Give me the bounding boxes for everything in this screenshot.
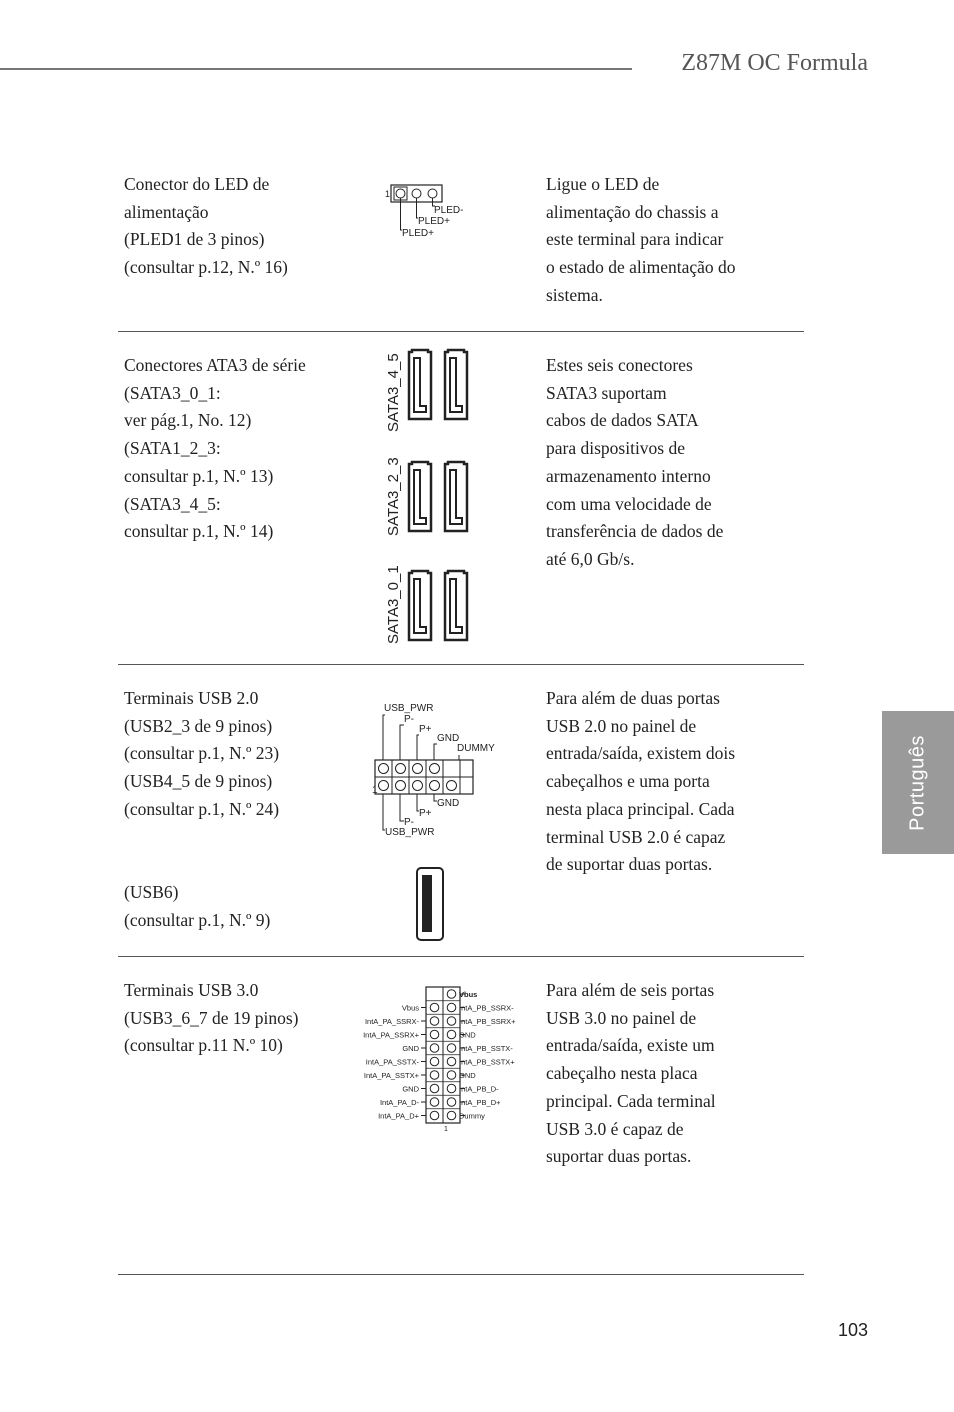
usb2-pin <box>379 781 389 791</box>
usb2-right-line: USB 2.0 no painel de <box>546 715 697 736</box>
section-divider <box>118 1274 804 1275</box>
usb3-right-line: entrada/saída, existe um <box>546 1035 715 1056</box>
usb6-port-tongue <box>422 875 432 932</box>
sata-right-line: com uma velocidade de <box>546 493 712 514</box>
pled-right-line: sistema. <box>546 284 603 305</box>
usb2-header-diagram <box>366 698 506 844</box>
usb3-right-pin-label: Dummy <box>459 1111 485 1121</box>
usb3-pin <box>447 1098 456 1107</box>
usb3-left-line: (consultar p.11 N.º 10) <box>124 1035 283 1056</box>
usb2-right-line: nesta placa principal. Cada <box>546 798 735 819</box>
usb3-right-pin-label: Vbus <box>459 990 478 999</box>
usb2-right-line: de suportar duas portas. <box>546 854 713 875</box>
usb2-pin <box>447 781 457 791</box>
pled-description <box>124 171 288 282</box>
sata-description <box>124 352 306 546</box>
pled-left-line: (consultar p.12, N.º 16) <box>124 257 288 278</box>
usb3-pin <box>430 1057 439 1066</box>
pled-lead-1 <box>401 198 403 230</box>
usb6-left-line: (consultar p.1, N.º 9) <box>124 909 271 930</box>
usb3-pin <box>447 1017 456 1026</box>
sata-right-line: transferência de dados de <box>546 521 724 542</box>
usb3-pin1-label: 1 <box>444 1126 448 1133</box>
sata-right-line: armazenamento interno <box>546 465 711 486</box>
usb3-right-line: USB 3.0 no painel de <box>546 1007 697 1028</box>
usb3-right-pin-label: IntA_PB_D+ <box>459 1098 501 1107</box>
usb3-right-line: Para além de seis portas <box>546 980 715 1000</box>
pled-pin-2 <box>412 189 421 198</box>
pled-pin1-label: 1 <box>385 189 391 199</box>
usb3-left-pin-label: IntA_PA_SSTX+ <box>363 1071 419 1080</box>
usb2-explanation <box>546 685 735 879</box>
usb3-pin <box>430 1030 439 1039</box>
pled-connector-diagram <box>380 180 480 242</box>
usb3-right-pin-label: IntA_PB_SSRX- <box>459 1003 514 1013</box>
pled-left-line: Conector do LED de <box>124 174 270 194</box>
gnd-top-label: GND <box>437 733 460 744</box>
usb3-right-pin-label: GND <box>459 1030 476 1040</box>
usb3-right-line: principal. Cada terminal <box>546 1090 716 1111</box>
sata-left-line: consultar p.1, N.º 14) <box>124 521 274 542</box>
usb3-pin <box>430 1098 439 1107</box>
usb2-pin <box>396 781 406 791</box>
usb3-pin <box>430 1071 439 1080</box>
pled-plus-label: PLED+ <box>402 228 434 239</box>
pled-minus-label: PLED- <box>434 205 464 216</box>
header-title: Z87M OC Formula <box>681 50 868 76</box>
usb3-pin <box>430 1003 439 1012</box>
sata-right-line: Estes seis conectores <box>546 355 693 375</box>
pled-right-line: o estado de alimentação do <box>546 257 736 278</box>
usb3-right-pin-label: IntA_PB_SSTX- <box>459 1044 513 1053</box>
sata-left-line: (SATA3_0_1: <box>124 382 221 403</box>
usb6-left-line: (USB6) <box>124 882 179 902</box>
usb2-left-line: (USB4_5 de 9 pinos) <box>124 771 273 792</box>
usb2-pin <box>396 764 406 774</box>
usb2-left-line: (consultar p.1, N.º 23) <box>124 743 280 764</box>
usb2-right-line: entrada/saída, existem dois <box>546 743 736 764</box>
sata3-4-5-label: SATA3_4_5 <box>385 353 402 432</box>
usb3-pin <box>447 1057 456 1066</box>
usb3-pin <box>447 1084 456 1093</box>
usb2-left-line: (consultar p.1, N.º 24) <box>124 798 280 819</box>
sata-left-line: Conectores ATA3 de série <box>124 355 306 375</box>
sata3-2-3-label: SATA3_2_3 <box>385 457 402 536</box>
usb-pwr-bottom-label: USB_PWR <box>385 827 435 838</box>
p-minus-top-label: P- <box>404 714 414 725</box>
p-plus-bottom-label: P+ <box>419 808 432 819</box>
usb3-left-pin-label: IntA_PA_SSTX- <box>365 1057 419 1067</box>
pled-left-line: (PLED1 de 3 pinos) <box>124 229 265 250</box>
usb2-pin <box>430 781 440 791</box>
usb3-pin <box>430 1111 439 1120</box>
sata-connectors-diagram <box>378 346 478 648</box>
sata-right-line: SATA3 suportam <box>546 382 667 403</box>
sata-left-line: ver pág.1, No. 12) <box>124 410 252 431</box>
sata-port-icon <box>445 462 467 531</box>
language-side-tab-label: Português <box>906 734 929 831</box>
sata-right-line: para dispositivos de <box>546 438 686 459</box>
section-divider <box>118 664 804 665</box>
sata-port-icon <box>409 571 431 640</box>
usb3-right-line: USB 3.0 é capaz de <box>546 1118 684 1139</box>
usb3-pin <box>447 1044 456 1053</box>
pled-lead-2 <box>417 198 419 218</box>
usb3-header-diagram <box>355 985 535 1135</box>
sata-left-line: (SATA1_2_3: <box>124 438 221 459</box>
pled-explanation <box>546 171 736 310</box>
usb2-left-line: (USB2_3 de 9 pinos) <box>124 715 273 736</box>
usb2-right-line: Para além de duas portas <box>546 688 720 708</box>
usb2-lead <box>383 794 385 830</box>
sata-port-icon <box>445 350 467 419</box>
usb3-left-line: Terminais USB 3.0 <box>124 980 259 1000</box>
usb3-pin <box>447 1003 456 1012</box>
usb3-right-pin-label: IntA_PB_SSTX+ <box>459 1057 515 1067</box>
sata-port-icon <box>409 350 431 419</box>
usb2-pin <box>430 764 440 774</box>
usb3-pin <box>447 990 456 999</box>
usb3-left-pin-label: IntA_PA_D+ <box>378 1111 419 1121</box>
usb2-right-line: terminal USB 2.0 é capaz <box>546 826 726 847</box>
usb3-left-line: (USB3_6_7 de 19 pinos) <box>124 1007 299 1028</box>
usb3-right-line: cabeçalho nesta placa <box>546 1063 698 1084</box>
pled-left-line: alimentação <box>124 201 209 222</box>
section-divider <box>118 956 804 957</box>
pled-plus-label: PLED+ <box>418 216 450 227</box>
sata-right-line: até 6,0 Gb/s. <box>546 548 635 569</box>
usb3-pin <box>430 1017 439 1026</box>
usb3-pin <box>447 1030 456 1039</box>
sata-right-line: cabos de dados SATA <box>546 410 699 431</box>
sata-left-line: consultar p.1, N.º 13) <box>124 465 274 486</box>
gnd-bottom-label: GND <box>437 798 460 809</box>
pled-pin-1 <box>396 189 405 198</box>
usb3-pin <box>430 1044 439 1053</box>
usb3-left-pin-label: IntA_PA_SSRX- <box>364 1017 419 1026</box>
usb3-right-line: suportar duas portas. <box>546 1146 692 1167</box>
usb3-right-pin-label: IntA_PB_SSRX+ <box>459 1017 516 1026</box>
usb6-port-diagram <box>414 865 448 943</box>
usb3-left-pin-label: GND <box>402 1044 419 1053</box>
dummy-label: DUMMY <box>457 743 495 754</box>
header-rule <box>0 68 632 70</box>
usb3-pin <box>447 1071 456 1080</box>
usb3-description <box>124 977 299 1060</box>
usb3-left-pin-label: IntA_PA_D- <box>379 1098 419 1107</box>
sata-port-icon <box>409 462 431 531</box>
usb3-left-pin-label: Vbus <box>401 1003 419 1013</box>
usb3-right-pin-label: IntA_PB_D- <box>459 1084 499 1094</box>
pled-right-line: Ligue o LED de <box>546 174 660 194</box>
usb2-left-line: Terminais USB 2.0 <box>124 688 259 708</box>
usb3-left-pin-label: IntA_PA_SSRX+ <box>363 1030 419 1040</box>
usb3-pin <box>447 1111 456 1120</box>
usb3-pin <box>430 1084 439 1093</box>
pled-right-line: este terminal para indicar <box>546 229 724 250</box>
usb2-description <box>124 685 279 824</box>
page-number: 103 <box>837 1320 868 1340</box>
pled-pin-3 <box>428 189 437 198</box>
sata-left-line: (SATA3_4_5: <box>124 493 221 514</box>
pled-right-line: alimentação do chassis a <box>546 201 719 222</box>
usb2-lead <box>383 715 385 760</box>
p-minus-bottom-label: P- <box>404 817 414 828</box>
language-side-tab <box>882 711 954 854</box>
sata3-0-1-label: SATA3_0_1 <box>385 565 402 644</box>
usb2-lead <box>434 744 437 760</box>
usb2-pin1-label: 1 <box>372 785 378 796</box>
usb2-pin <box>379 764 389 774</box>
sata-explanation <box>546 352 723 574</box>
usb3-left-pin-label: GND <box>402 1084 419 1094</box>
section-divider <box>118 331 804 332</box>
usb2-pin <box>413 764 423 774</box>
usb6-description <box>124 879 270 934</box>
usb3-explanation <box>546 977 716 1171</box>
usb2-right-line: cabeçalhos e uma porta <box>546 771 710 792</box>
usb2-lead <box>400 725 404 760</box>
usb2-lead <box>417 735 419 760</box>
usb2-pin <box>413 781 423 791</box>
usb-pwr-top-label: USB_PWR <box>384 703 434 714</box>
usb3-right-pin-label: GND <box>459 1071 476 1080</box>
sata-port-icon <box>445 571 467 640</box>
p-plus-top-label: P+ <box>419 724 432 735</box>
